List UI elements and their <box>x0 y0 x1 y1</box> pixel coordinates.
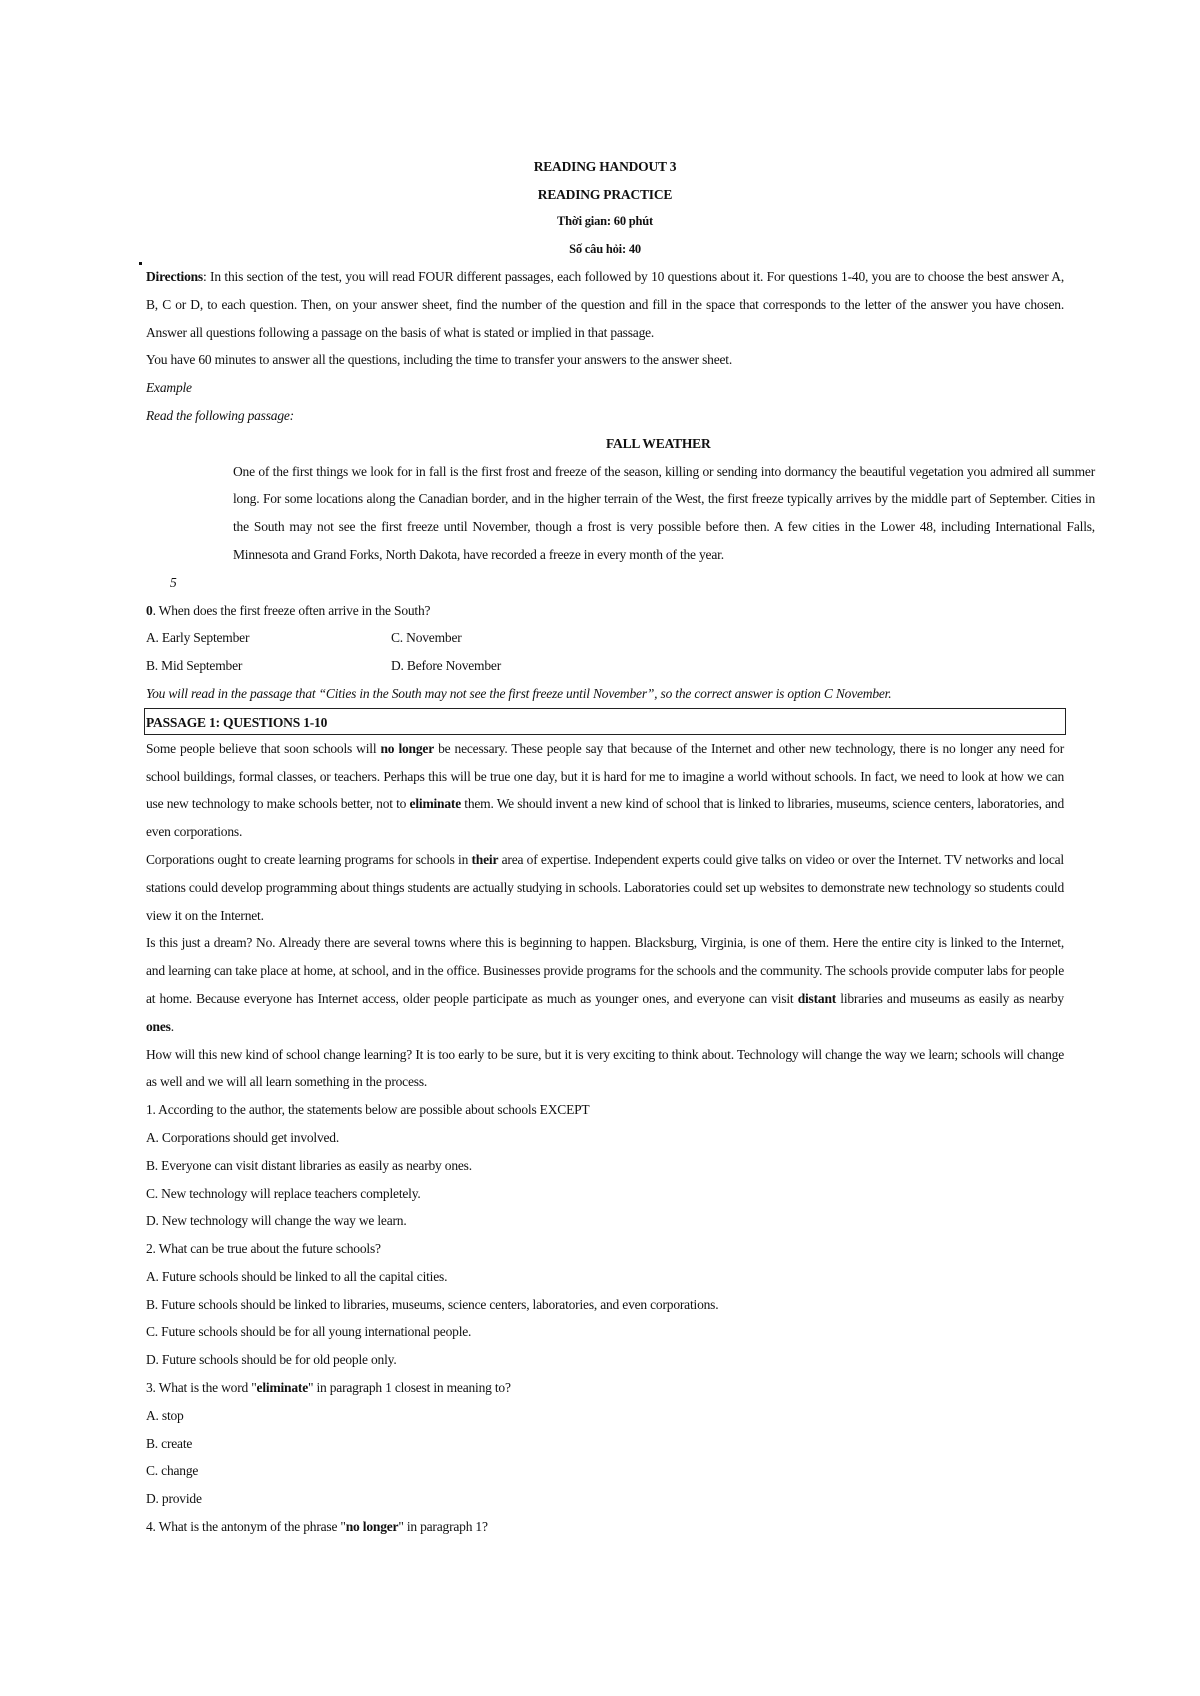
passage1-paragraph-4: How will this new kind of school change learning? It is too early to be sure, but it is very exciting to think about. Technology will change the way we learn; schools will change as well and we will all learn something in the process. <box>146 1046 1064 1090</box>
p2-text-c: area of expertise. Independent experts could give talks on video or over the Internet. TV networks and local stations could develop programming about things students are actually studying in schools. Laboratories could set up websites to demonstrate new technology so students could view it on the Internet. <box>146 851 1064 923</box>
q4-no-longer: no longer <box>345 1519 399 1535</box>
question-count: Số câu hỏi: 40 <box>569 241 641 256</box>
question-3-option-d: D. provide <box>146 1491 202 1507</box>
example-option-c: C. November <box>391 630 462 646</box>
line-number: 5 <box>170 574 177 590</box>
p3-text-c: libraries and museums as easily as nearby <box>836 990 1064 1006</box>
q3-text-c: " in paragraph 1 closest in meaning to? <box>307 1380 511 1396</box>
p2-text-a: Corporations ought to create learning programs for schools in <box>146 851 472 867</box>
example-label: Example <box>146 380 192 396</box>
question-2-option-d: D. Future schools should be for old people only. <box>146 1352 397 1368</box>
question-4 <box>146 1513 1064 1541</box>
example-option-d: D. Before November <box>391 658 501 674</box>
bullet-mark <box>139 262 142 265</box>
q3-text-a: 3. What is the word " <box>146 1380 257 1396</box>
time-note: You have 60 minutes to answer all the questions, including the time to transfer your answers to the answer sheet. <box>146 352 733 368</box>
time-limit: Thời gian: 60 phút <box>556 214 654 228</box>
directions-text: : In this section of the test, you will read FOUR different passages, each followed by 10 questions about it. For questions 1-40, you are to choose the best answer A, B, C or D, to each question. Then, on your answer sheet, find the number of the question and fill in the space that corresponds to the letter of the answer you have chosen. Answer all questions following a passage on the basis of what is stated or implied in that passage. <box>146 269 1064 340</box>
question-3-option-b: B. create <box>146 1435 193 1451</box>
example-passage: One of the first things we look for in fall is the first frost and freeze of the season, killing or sending into dormancy the beautiful vegetation you admired all summer long. For some locations along the Canadian border, and in the higher terrain of the West, the first freeze typically arrives by the middle part of September. Cities in the South may not see the first freeze until November, though a frost is very possible before then. A few cities in the Lower 48, including International Falls, Minnesota and Grand Forks, North Dakota, have recorded a freeze in every month of the year. <box>233 463 1095 562</box>
question-1: 1. According to the author, the statements below are possible about schools EXCEPT <box>146 1102 590 1118</box>
question-2: 2. What can be true about the future schools? <box>146 1241 381 1257</box>
example-question-text: . When does the first freeze often arrive in the South? <box>152 602 431 618</box>
example-options-row-2 <box>146 652 1064 680</box>
p1-text-e: them. We should invent a new kind of school that is linked to libraries, museums, science centers, laboratories, and even corporations. <box>146 796 1064 840</box>
question-2-option-c: C. Future schools should be for all young international people. <box>146 1324 472 1340</box>
p1-no-longer: no longer <box>380 740 434 756</box>
p3-text-a: Is this just a dream? No. Already there are several towns where this is beginning to happen. Blacksburg, Virginia, is one of them. Here the entire city is linked to the Internet, and learning can take place at home, at school, and in the office. Businesses provide programs for the schools and the community. The schools provide computer labs for people at home. Because everyone has Internet access, older people participate as much as younger ones, and everyone can visit <box>146 935 1064 1006</box>
example-question-number: 0 <box>146 602 153 618</box>
question-3 <box>146 1374 1064 1402</box>
p1-text-a: Some people believe that soon schools will <box>146 740 381 756</box>
p2-their: their <box>471 851 499 867</box>
question-3-option-c: C. change <box>146 1463 199 1479</box>
q4-text-c: " in paragraph 1? <box>398 1519 488 1535</box>
question-2-option-b: B. Future schools should be linked to libraries, museums, science centers, laboratories, and even corporations. <box>146 1296 719 1312</box>
question-1-option-c: C. New technology will replace teachers completely. <box>146 1185 421 1201</box>
passage1-paragraph-2 <box>146 846 1064 929</box>
p1-text-c: be necessary. These people say that because of the Internet and other new technology, there is no longer any need for school buildings, formal classes, or teachers. Perhaps this will be true one day, but it is hard for me to imagine a world without schools. In fact, we need to look at how we can use new technology to make schools better, not to <box>146 740 1065 812</box>
passage1-heading: PASSAGE 1: QUESTIONS 1-10 <box>144 708 1066 735</box>
example-question <box>146 597 1064 625</box>
practice-subtitle: READING PRACTICE <box>537 186 673 202</box>
p3-text-e: . <box>170 1018 174 1034</box>
p3-distant: distant <box>797 990 837 1006</box>
example-option-a: A. Early September <box>146 630 250 646</box>
example-title: FALL WEATHER <box>606 435 711 451</box>
directions-paragraph <box>146 263 1064 346</box>
question-1-option-d: D. New technology will change the way we learn. <box>146 1213 407 1229</box>
handout-title: READING HANDOUT 3 <box>533 159 677 174</box>
passage1-paragraph-3 <box>146 929 1064 1040</box>
question-3-option-a: A. stop <box>146 1407 184 1423</box>
directions-label: Directions <box>146 269 203 284</box>
p1-eliminate: eliminate <box>409 796 461 812</box>
q4-text-a: 4. What is the antonym of the phrase " <box>146 1519 346 1535</box>
question-1-option-a: A. Corporations should get involved. <box>146 1129 340 1145</box>
example-option-b: B. Mid September <box>146 658 243 674</box>
q3-eliminate: eliminate <box>256 1380 308 1396</box>
p3-ones: ones <box>146 1018 171 1034</box>
question-1-option-b: B. Everyone can visit distant libraries as easily as nearby ones. <box>146 1157 472 1173</box>
document-content <box>146 153 1095 1541</box>
question-2-option-a: A. Future schools should be linked to all the capital cities. <box>146 1268 448 1284</box>
passage1-paragraph-1 <box>146 735 1064 846</box>
read-label: Read the following passage: <box>146 407 294 423</box>
example-options-row-1 <box>146 624 1064 652</box>
example-explanation: You will read in the passage that “Cities in the South may not see the first freeze until November”, so the correct answer is option C November. <box>146 685 892 701</box>
